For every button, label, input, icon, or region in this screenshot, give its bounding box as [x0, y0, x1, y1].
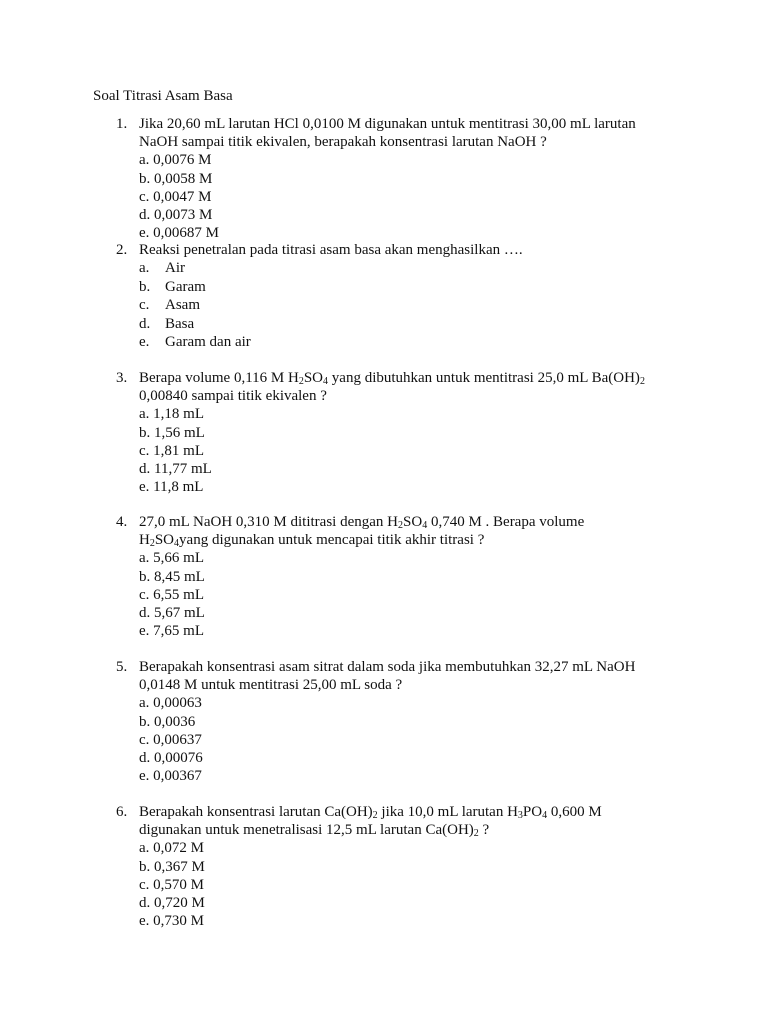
answer-option: c. 0,0047 M: [139, 188, 212, 205]
answer-option: a. 1,18 mL: [139, 406, 204, 423]
answer-option: b. 0,0058 M: [139, 170, 213, 187]
question-number: 5.: [116, 659, 128, 675]
answer-option: b. 8,45 mL: [139, 568, 205, 585]
answer-option: d. 11,77 mL: [139, 460, 212, 477]
answer-option: d. 0,00076: [139, 749, 203, 766]
option-letter: d.: [139, 315, 151, 332]
answer-option: b. 1,56 mL: [139, 424, 205, 441]
answer-option: e. 11,8 mL: [139, 479, 204, 496]
answer-option: e. 0,00687 M: [139, 225, 219, 242]
question-number: 6.: [116, 804, 128, 820]
answer-option: c. 6,55 mL: [139, 586, 204, 603]
answer-option: [116, 315, 676, 334]
option-text: Garam: [165, 278, 206, 295]
option-text: Garam dan air: [165, 334, 251, 351]
answer-option: d. 0,0073 M: [139, 206, 213, 223]
question-5: [116, 658, 676, 785]
option-letter: c.: [139, 297, 150, 314]
answer-option: a. 0,00063: [139, 695, 202, 712]
question-text: 27,0 mL NaOH 0,310 M dititrasi dengan $H_2SO_4$ 0,740 M . Berapa volume: [139, 514, 585, 531]
question-text: Berapa volume 0,116 M $H_2SO_4$ yang dibutuhkan untuk mentitrasi 25,0 mL $Ba(OH)_2$: [139, 370, 645, 387]
question-number: 4.: [116, 514, 128, 530]
question-text: $H_2SO_4yang$ digunakan untuk mencapai titik akhir titrasi ?: [139, 532, 485, 550]
answer-option: d. 0,720 M: [139, 894, 205, 911]
question-number: 1.: [116, 116, 128, 132]
answer-option: [116, 333, 676, 352]
question-text: NaOH sampai titik ekivalen, berapakah konsentrasi larutan NaOH ?: [139, 134, 547, 151]
answer-option: a. 0,0076 M: [139, 152, 212, 169]
question-text: 0,00840 sampai titik ekivalen ?: [139, 388, 327, 405]
answer-option: a. 0,072 M: [139, 840, 204, 857]
option-text: Basa: [165, 315, 195, 332]
option-letter: b.: [139, 278, 151, 295]
question-text: Berapakah konsentrasi asam sitrat dalam soda jika membutuhkan 32,27 mL NaOH: [139, 659, 636, 675]
answer-option: c. 0,00637: [139, 731, 202, 748]
answer-option: e. 7,65 mL: [139, 623, 204, 640]
question-3: [116, 369, 676, 496]
option-letter: a.: [139, 260, 150, 277]
answer-option: e. 0,730 M: [139, 913, 204, 930]
question-text: Berapakah konsentrasi larutan $Ca(OH)_2$ jika 10,0 mL larutan $H_3PO_4$ 0,600 M: [139, 804, 602, 821]
answer-option: b. 0,367 M: [139, 858, 205, 875]
answer-option: [116, 259, 676, 278]
question-2: [116, 241, 676, 352]
answer-option: [116, 278, 676, 297]
question-text: Reaksi penetralan pada titrasi asam basa akan menghasilkan ….: [139, 242, 523, 258]
answer-option: c. 0,570 M: [139, 876, 204, 893]
document-title: Soal Titrasi Asam Basa: [93, 88, 233, 104]
question-text: Jika 20,60 mL larutan HCl 0,0100 M digunakan untuk mentitrasi 30,00 mL larutan: [139, 116, 636, 132]
question-text: digunakan untuk menetralisasi 12,5 mL larutan $Ca(OH)_2$ ?: [139, 822, 490, 840]
answer-option: e. 0,00367: [139, 768, 202, 785]
question-number: 2.: [116, 242, 128, 258]
answer-option: a. 5,66 mL: [139, 550, 204, 567]
answer-option: d. 5,67 mL: [139, 604, 205, 621]
question-1: [116, 115, 676, 242]
answer-option: b. 0,0036: [139, 713, 196, 730]
question-6: [116, 803, 676, 930]
question-number: 3.: [116, 370, 128, 386]
option-text: Air: [165, 260, 185, 277]
question-text: 0,0148 M untuk mentitrasi 25,00 mL soda ?: [139, 677, 403, 694]
question-4: [116, 513, 676, 640]
option-text: Asam: [165, 297, 200, 314]
answer-option: [116, 296, 676, 315]
answer-option: c. 1,81 mL: [139, 442, 204, 459]
option-letter: e.: [139, 334, 150, 351]
